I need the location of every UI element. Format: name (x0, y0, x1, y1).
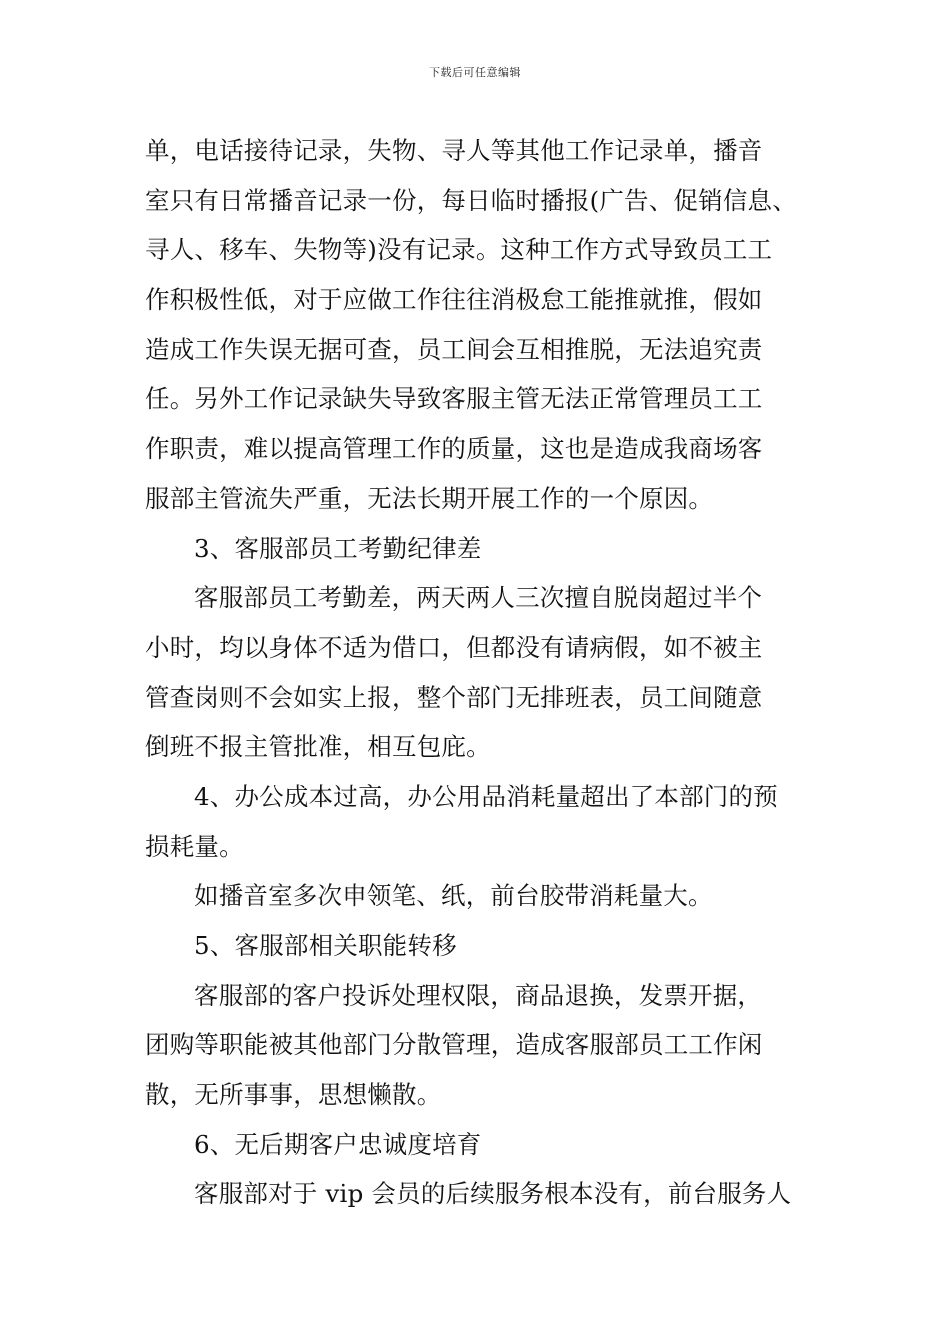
page-header: 下载后可任意编辑 (429, 66, 521, 79)
text-line: 客服部的客户投诉处理权限，商品退换，发票开据， (194, 980, 763, 1010)
document-body (145, 126, 815, 1219)
text-line: 作职责，难以提高管理工作的质量，这也是造成我商场客 (145, 434, 763, 464)
text-line: 寻人、移车、失物等)没有记录。这种工作方式导致员工工 (145, 235, 773, 265)
text-line: 倒班不报主管批准，相互包庇。 (145, 732, 491, 762)
text-line: 管查岗则不会如实上报，整个部门无排班表，员工间随意 (145, 682, 763, 712)
text-line: 单，电话接待记录，失物、寻人等其他工作记录单，播音 (145, 136, 763, 165)
text-line: 室只有日常播音记录一份，每日临时播报(广告、促销信息、 (145, 185, 797, 215)
text-line: 任。另外工作记录缺失导致客服主管无法正常管理员工工 (145, 384, 763, 414)
text-line: 6、无后期客户忠诚度培育 (194, 1129, 482, 1159)
text-line: 3、客服部员工考勤纪律差 (194, 533, 482, 563)
text-line: 客服部对于 vip 会员的后续服务根本没有，前台服务人 (194, 1179, 792, 1209)
text-line: 4、办公成本过高，办公用品消耗量超出了本部门的预 (194, 781, 778, 811)
text-line: 5、客服部相关职能转移 (194, 931, 457, 960)
text-line: 造成工作失误无据可查，员工间会互相推脱，无法追究责 (145, 334, 763, 364)
text-line: 小时，均以身体不适为借口，但都没有请病假，如不被主 (145, 632, 763, 662)
text-line: 作积极性低，对于应做工作往往消极怠工能推就推，假如 (145, 285, 763, 315)
text-line: 散，无所事事，思想懒散。 (145, 1080, 442, 1110)
text-line: 客服部员工考勤差，两天两人三次擅自脱岗超过半个 (194, 583, 763, 613)
text-line: 如播音室多次申领笔、纸，前台胶带消耗量大。 (194, 881, 713, 911)
text-line: 损耗量。 (145, 831, 244, 861)
text-line: 团购等职能被其他部门分散管理，造成客服部员工工作闲 (145, 1030, 763, 1060)
text-line: 服部主管流失严重，无法长期开展工作的一个原因。 (145, 483, 714, 513)
